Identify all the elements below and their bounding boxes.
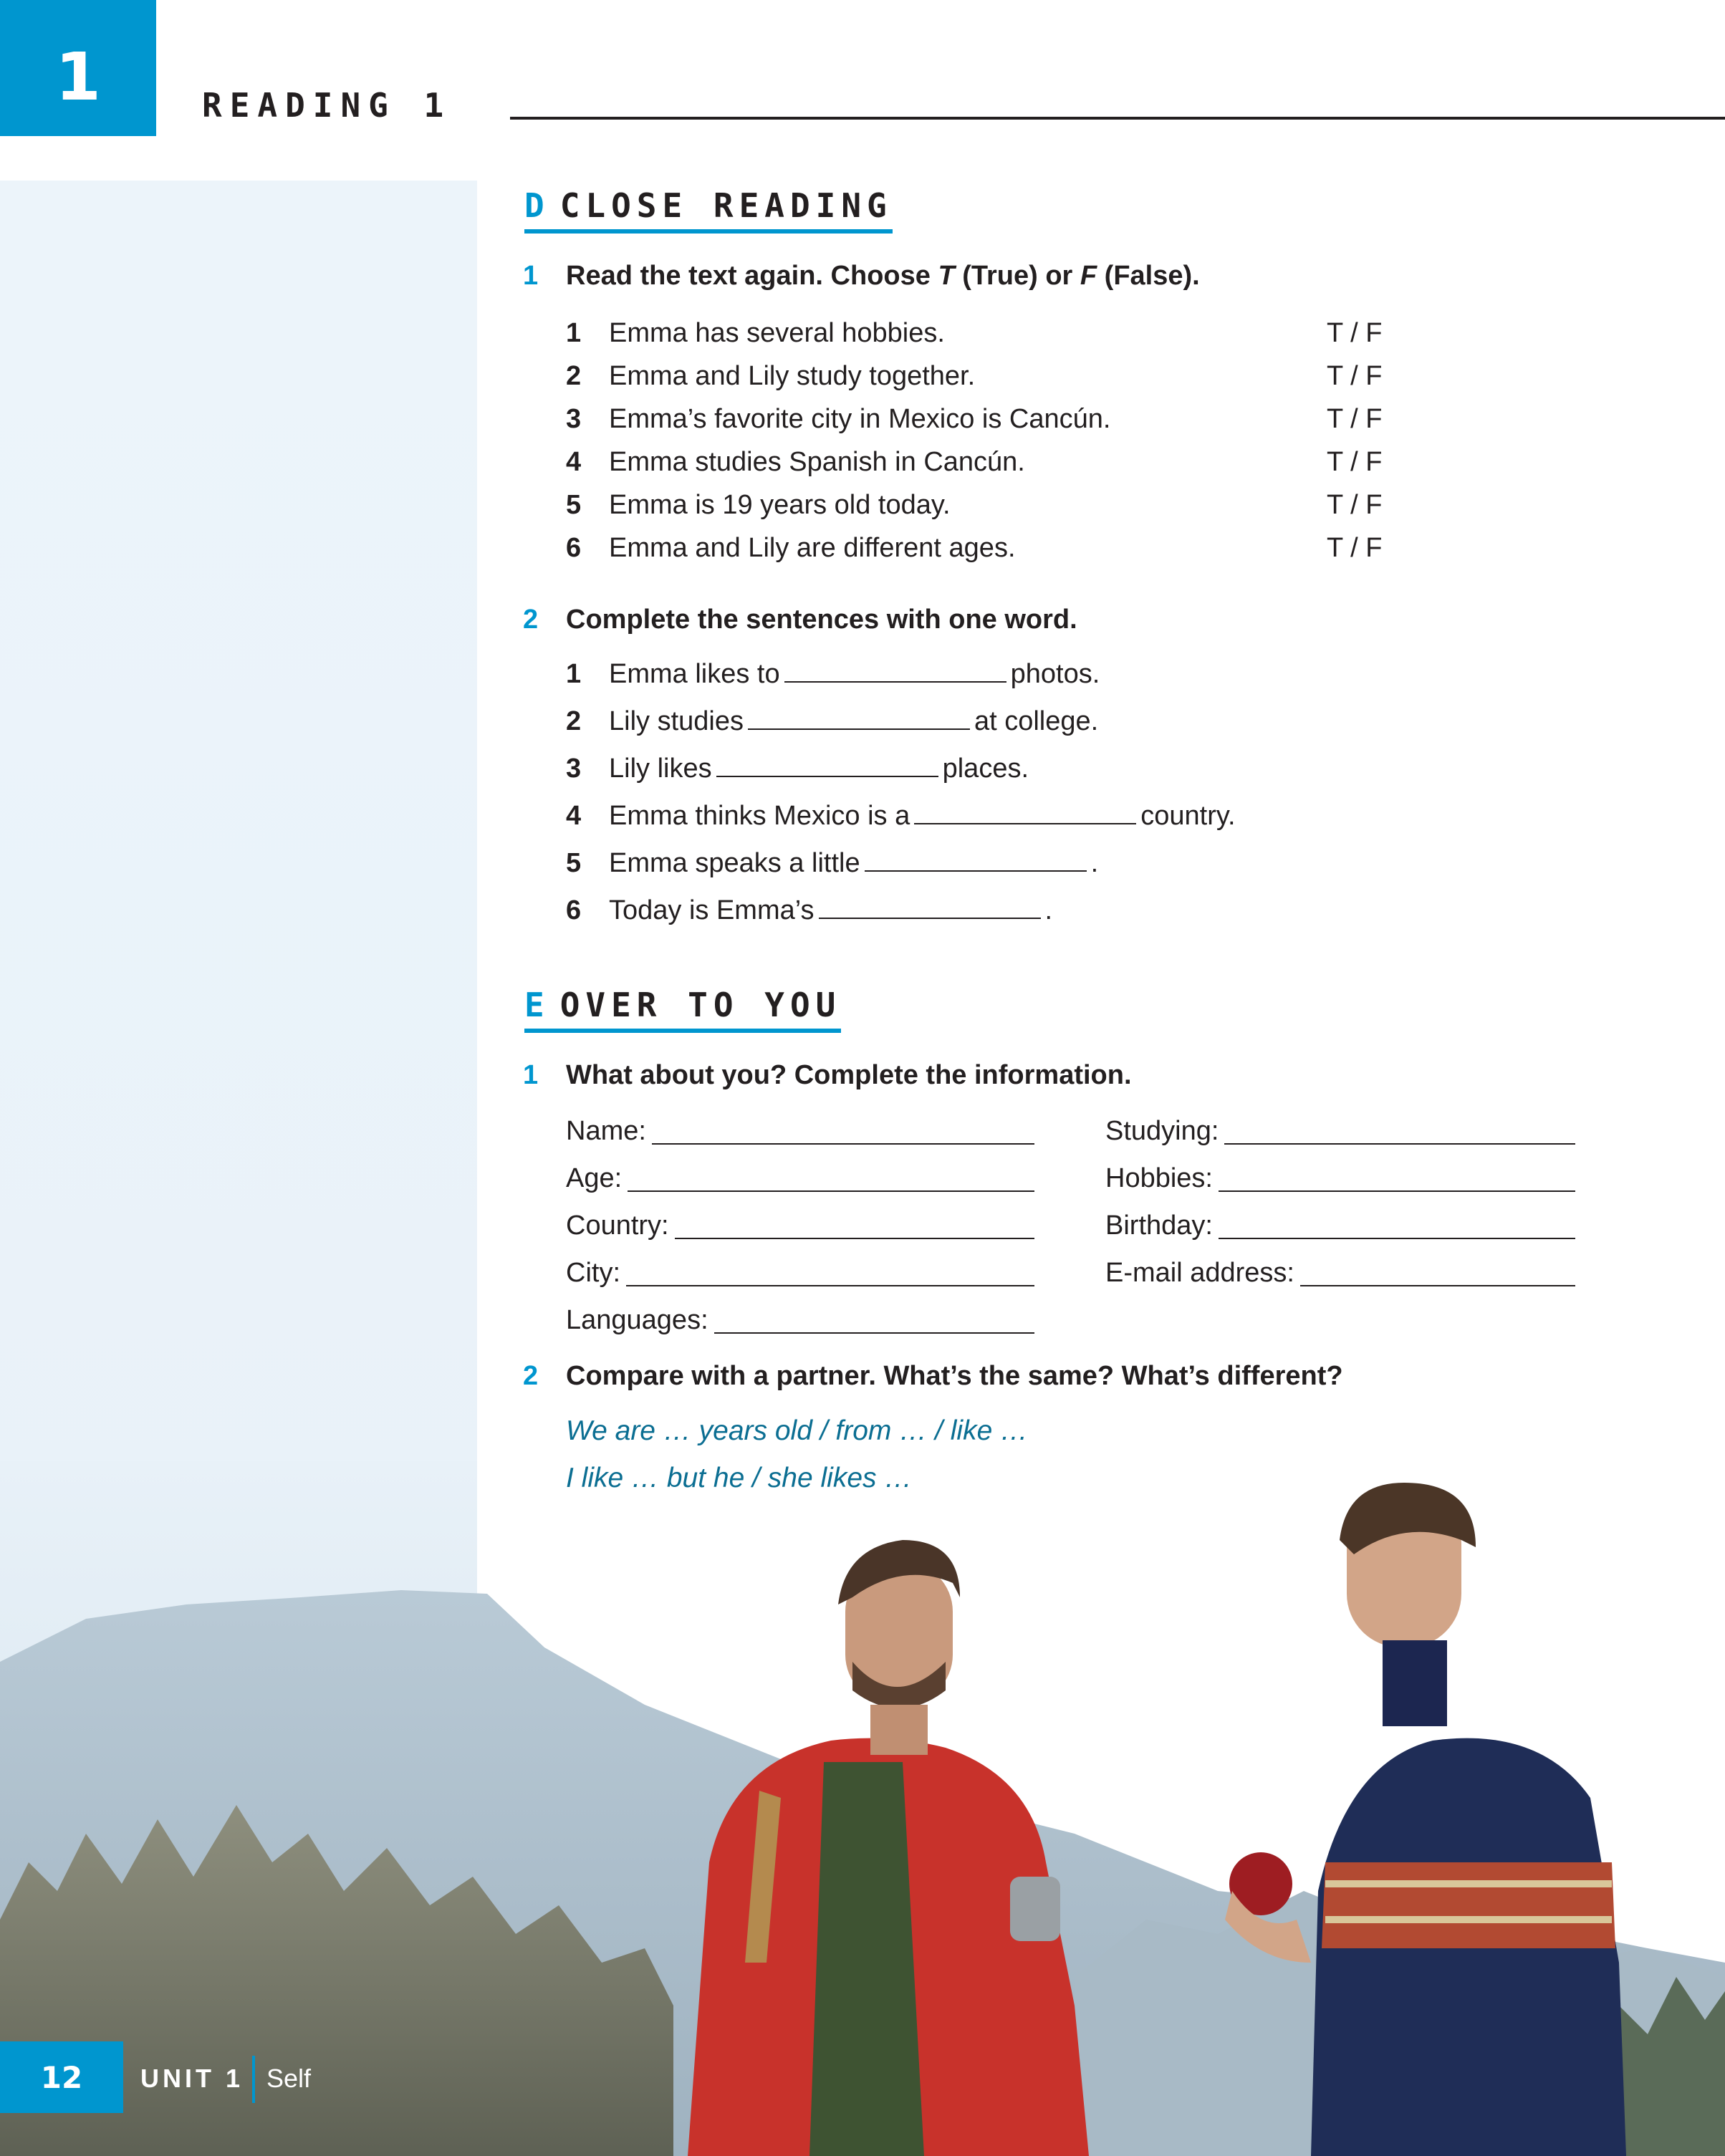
section-letter: D [524, 186, 550, 225]
city-field[interactable] [566, 1259, 1034, 1286]
footer-divider [252, 2056, 255, 2103]
tf-choice-2[interactable]: T / F [1327, 361, 1383, 391]
field-line[interactable] [714, 1312, 1034, 1334]
item-text-after: photos. [1010, 659, 1100, 689]
item-number: 1 [566, 318, 582, 348]
item-text-before: Today is Emma’s [609, 895, 815, 925]
tf-choice-3[interactable]: T / F [1327, 404, 1383, 434]
item-text: Emma’s favorite city in Mexico is Cancún. [609, 404, 1111, 434]
item-number: 3 [566, 754, 582, 784]
page-number: 12 [40, 2060, 83, 2095]
section-heading-text: OVER TO YOU [559, 986, 842, 1024]
task-number: 1 [523, 1060, 539, 1090]
item-number: 5 [566, 848, 582, 878]
tf-item-5 [566, 491, 951, 519]
field-label: Studying: [1105, 1116, 1219, 1146]
section-letter: E [524, 986, 550, 1024]
gap-fill-item-5 [566, 850, 1098, 877]
section-title: READING 1 [202, 86, 452, 125]
item-text: Emma has several hobbies. [609, 318, 945, 348]
true-letter: T [938, 261, 955, 291]
field-label: Name: [566, 1116, 646, 1146]
field-line[interactable] [652, 1123, 1034, 1145]
field-label: Birthday: [1105, 1211, 1213, 1241]
item-number: 6 [566, 533, 582, 563]
field-line[interactable] [1219, 1170, 1575, 1192]
task-text: What about you? Complete the information. [566, 1060, 1132, 1090]
answer-blank[interactable] [914, 803, 1136, 824]
field-label: Country: [566, 1211, 669, 1241]
gap-fill-item-2 [566, 708, 1098, 735]
studying-field[interactable] [1105, 1117, 1575, 1145]
tf-item-6 [566, 534, 1016, 562]
footer-unit-name: Self [266, 2064, 312, 2093]
item-text: Emma and Lily study together. [609, 361, 976, 391]
item-number: 2 [566, 361, 582, 391]
gap-fill-item-1 [566, 660, 1100, 688]
field-line[interactable] [628, 1170, 1034, 1192]
field-label: E-mail address: [1105, 1258, 1294, 1288]
true-label: (True) or [954, 261, 1080, 291]
answer-blank[interactable] [748, 708, 970, 730]
unit-number: 1 [54, 39, 101, 115]
task-number: 2 [523, 1361, 539, 1391]
birthday-field[interactable] [1105, 1212, 1575, 1239]
tf-choice-4[interactable]: T / F [1327, 447, 1383, 477]
item-text-after: . [1044, 895, 1053, 925]
field-line[interactable] [1224, 1123, 1575, 1145]
item-text-after: . [1090, 848, 1099, 878]
item-number: 4 [566, 801, 582, 831]
tf-item-4 [566, 448, 1025, 476]
answer-blank[interactable] [784, 661, 1006, 683]
item-number: 3 [566, 404, 582, 434]
item-text: Emma studies Spanish in Cancún. [609, 447, 1025, 477]
field-label: Languages: [566, 1305, 708, 1335]
item-text: Emma and Lily are different ages. [609, 533, 1016, 563]
hobbies-field[interactable] [1105, 1165, 1575, 1192]
over-to-you-task-2 [523, 1362, 1343, 1390]
task-number: 1 [523, 261, 539, 291]
country-field[interactable] [566, 1212, 1034, 1239]
header-rule [510, 117, 1725, 120]
false-letter: F [1080, 261, 1097, 291]
over-to-you-task-1 [523, 1062, 1132, 1089]
task-text: Compare with a partner. What’s the same? What’s different? [566, 1361, 1343, 1391]
item-number: 5 [566, 490, 582, 520]
tf-choice-1[interactable]: T / F [1327, 318, 1383, 348]
field-label: Age: [566, 1163, 623, 1193]
false-label: (False). [1097, 261, 1200, 291]
email-field[interactable] [1105, 1259, 1575, 1286]
item-text-before: Lily likes [609, 754, 712, 784]
item-text-after: at college. [974, 706, 1099, 736]
close-reading-task-2 [523, 606, 1077, 633]
close-reading-task-1 [523, 262, 1200, 289]
tf-item-2 [566, 362, 975, 390]
task-text: Complete the sentences with one word. [566, 605, 1077, 635]
gap-fill-item-3 [566, 755, 1029, 782]
answer-blank[interactable] [716, 756, 938, 777]
gap-fill-item-6 [566, 897, 1052, 924]
task-number: 2 [523, 605, 539, 635]
age-field[interactable] [566, 1165, 1034, 1192]
close-reading-heading [524, 186, 893, 234]
tf-item-1 [566, 319, 945, 347]
example-sentence-2: I like … but he / she likes … [566, 1463, 913, 1493]
field-line[interactable] [1219, 1218, 1575, 1239]
item-text-after: country. [1140, 801, 1236, 831]
tf-choice-5[interactable]: T / F [1327, 490, 1383, 520]
item-text-after: places. [942, 754, 1029, 784]
item-text: Emma is 19 years old today. [609, 490, 951, 520]
example-sentence-1: We are … years old / from … / like … [566, 1415, 1029, 1446]
item-number: 4 [566, 447, 582, 477]
name-field[interactable] [566, 1117, 1034, 1145]
tf-choice-6[interactable]: T / F [1327, 533, 1383, 563]
field-line[interactable] [626, 1265, 1034, 1286]
over-to-you-heading [524, 988, 841, 1033]
answer-blank[interactable] [819, 897, 1041, 919]
footer-unit-label: UNIT 1 [140, 2064, 244, 2093]
item-text-before: Emma likes to [609, 659, 780, 689]
item-text-before: Lily studies [609, 706, 744, 736]
item-text-before: Emma speaks a little [609, 848, 860, 878]
item-number: 6 [566, 895, 582, 925]
item-number: 2 [566, 706, 582, 736]
item-text-before: Emma thinks Mexico is a [609, 801, 910, 831]
item-number: 1 [566, 659, 582, 689]
answer-blank[interactable] [865, 850, 1087, 872]
field-line[interactable] [675, 1218, 1034, 1239]
field-line[interactable] [1300, 1265, 1575, 1286]
section-heading-text: CLOSE READING [559, 186, 893, 225]
languages-field[interactable] [566, 1306, 1034, 1334]
field-label: City: [566, 1258, 620, 1288]
task-text-before: Read the text again. Choose [566, 261, 938, 291]
outdoor-photo [0, 1461, 1725, 2156]
gap-fill-item-4 [566, 802, 1236, 829]
tf-item-3 [566, 405, 1110, 433]
field-label: Hobbies: [1105, 1163, 1213, 1193]
